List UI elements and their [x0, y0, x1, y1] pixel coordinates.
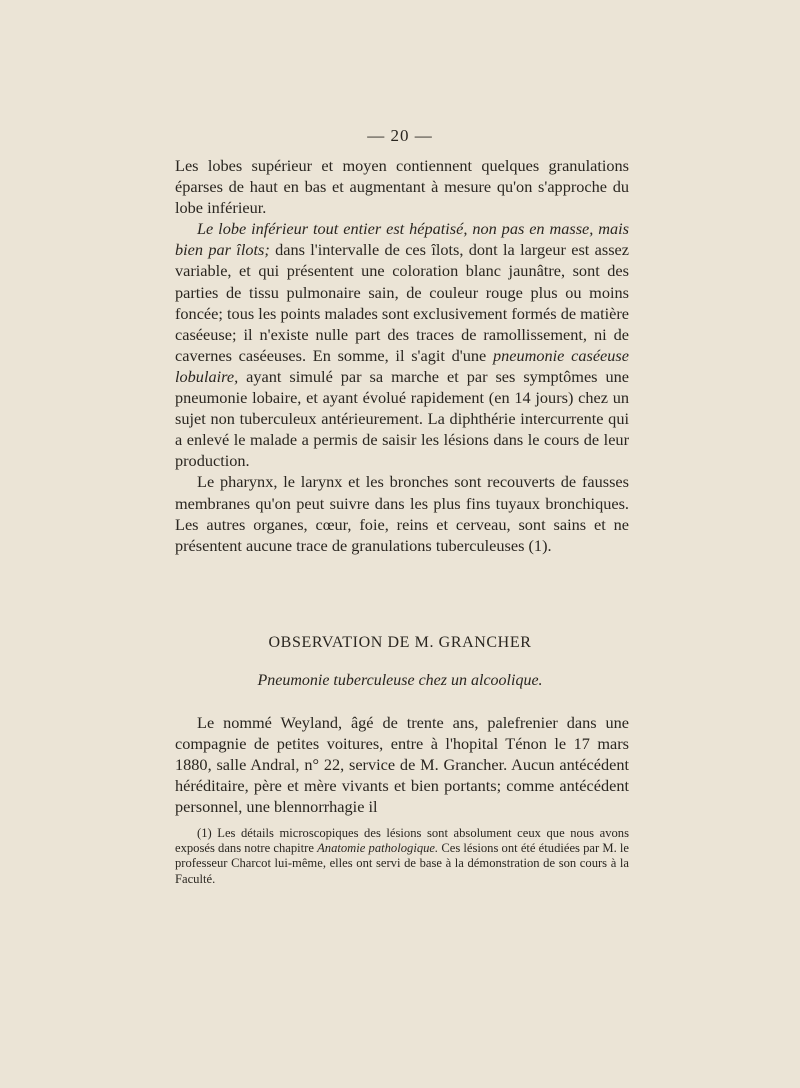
observation-paragraph: Le nommé Weyland, âgé de trente ans, palefrenier dans une compagnie de petites voitures, entre à l'hopital Ténon le 17 mars 1880, salle Andral, n° 22, service de M. Grancher. Aucun antécédent héréditaire, père et mère vivants et bien portants; comme antécédent personnel, une blennorrhagie il: [175, 713, 629, 817]
text-run: (1) Les détails microscopiques des lésions sont absolument ceux que nous avons exposés dans notre chapitre: [175, 826, 629, 856]
text-run: Les lobes supérieur et moyen contiennent quelques granulations éparses de haut en bas et augmentant à mesure qu'on s'approche du lobe inférieur.: [175, 156, 629, 218]
text-run-italic: Anatomie pathologique.: [317, 841, 439, 856]
main-text: [175, 155, 629, 556]
observation-text: [175, 712, 629, 817]
footnote-paragraph: [175, 826, 629, 887]
text-run-italic: pneumonie caséeuse lobulaire,: [175, 345, 629, 386]
text-run: Le pharynx, le larynx et les bronches sont recouverts de fausses membranes qu'on peut suivre dans les plus fins tuyaux bronchiques. Les autres organes, cœur, foie, reins et cerveau, sont sains et ne présentent aucune trace de granulations tuberculeuses (1).: [175, 472, 629, 555]
text-run: Ces lésions ont été étudiées par M. le professeur Charcot lui-même, elles ont servi de base à la démonstration de son cours à la Faculté.: [175, 841, 629, 886]
page-number: — 20 —: [367, 126, 433, 145]
text-run-italic: Le lobe inférieur tout entier est hépatisé, non pas en masse, mais bien par îlots;: [175, 219, 629, 260]
text-run: dans l'intervalle de ces îlots, dont la largeur est assez variable, et qui présentent une coloration blanc jaunâtre, sont des parties de tissu pulmonaire sain, de couleur rouge plus ou moins foncée; tous les points malades sont exclusivement formés de matière caséeuse; il n'existe nulle part des traces de ramollissement, ni de cavernes caséeuses. En somme, il s'agit d'une: [175, 240, 629, 365]
observation-title: OBSERVATION DE M. GRANCHER: [268, 634, 532, 651]
text-run: ayant simulé par sa marche et par ses symptômes une pneumonie lobaire, et ayant évolué rapidement (en 14 jours) chez un sujet non tuberculeux antérieurement. La diphthérie intercurrente qui a enlevé le malade a permis de saisir les lésions dans le cours de leur production.: [175, 366, 629, 471]
footnote: [175, 826, 629, 887]
observation-subtitle: Pneumonie tuberculeuse chez un alcoolique.: [257, 672, 543, 689]
paragraph-3: [175, 471, 629, 555]
paragraph-2: [175, 218, 629, 471]
paragraph-1: [175, 155, 629, 218]
